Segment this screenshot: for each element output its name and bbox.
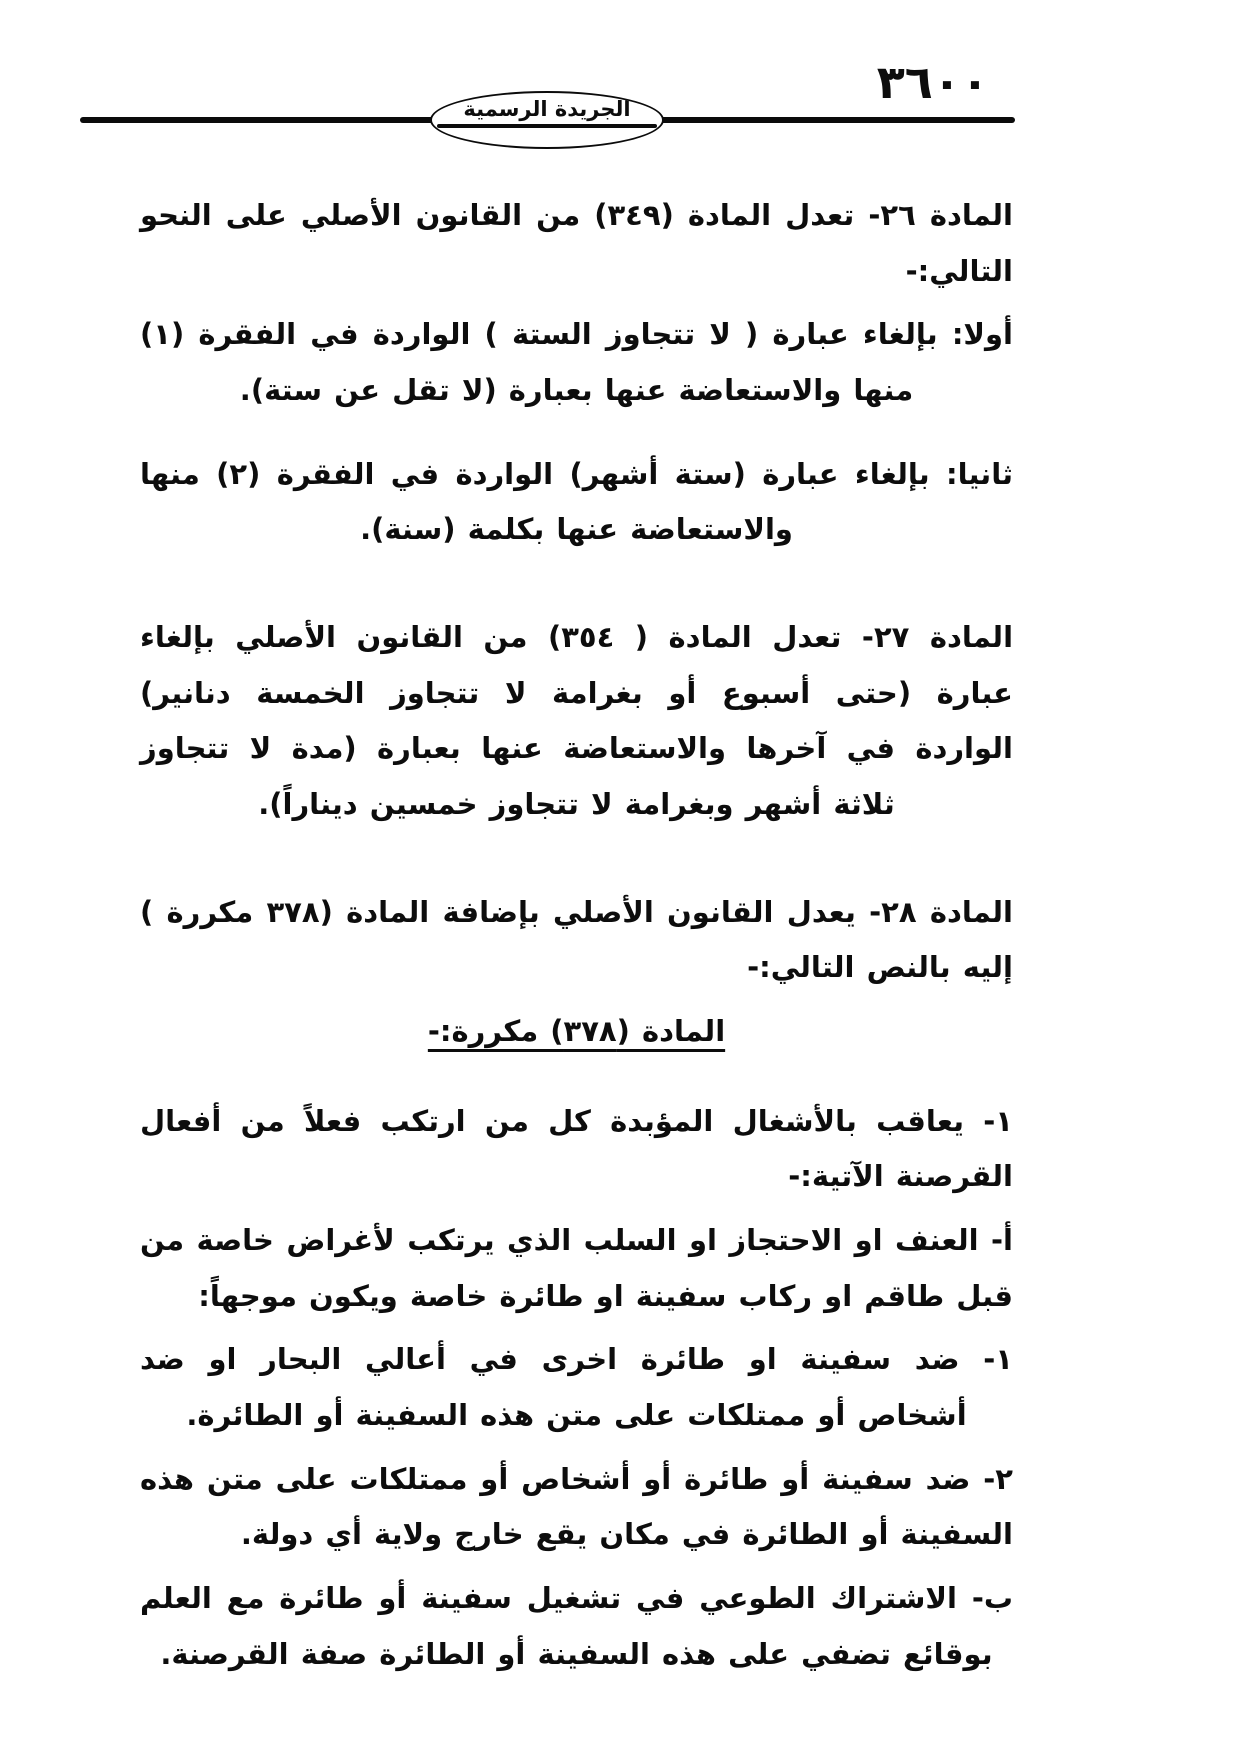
clause-1-item-a-sub-2: ٢- ضد سفينة أو طائرة أو أشخاص أو ممتلكات على متن هذه السفينة أو الطائرة في مكان يقع خارج ولاية أي دولة.	[140, 1461, 1013, 1552]
gazette-seal	[430, 91, 664, 149]
article-28-intro: المادة ٢٨- يعدل القانون الأصلي بإضافة المادة (٣٧٨ مكررة ) إليه بالنص التالي:-	[140, 894, 1014, 985]
seal-inner-line	[437, 124, 657, 128]
gazette-title: الجريدة الرسمية	[463, 97, 631, 121]
gazette-header	[0, 0, 1241, 178]
article-26-first-amendment: أولا: بإلغاء عبارة ( لا تتجاوز الستة ) الواردة في الفقرة (١) منها والاستعاضة عنها بعبارة (لا تقل عن ستة).	[140, 317, 1013, 408]
clause-1-item-a-sub-1: ١- ضد سفينة او طائرة اخرى في أعالي البحار او ضد أشخاص أو ممتلكات على متن هذه السفينة أو الطائرة.	[140, 1342, 1013, 1433]
article-27-text: المادة ٢٧- تعدل المادة ( ٣٥٤) من القانون الأصلي بإلغاء عبارة (حتى أسبوع أو بغرامة لا تتجاوز الخمسة دنانير) الواردة في آخرها والاستعاضة عنها بعبارة (مدة لا تتجاوز ثلاثة أشهر وبغرامة لا تتجاوز خمسين ديناراً).	[140, 620, 1014, 822]
clause-1-item-b: ب- الاشتراك الطوعي في تشغيل سفينة أو طائرة مع العلم بوقائع تضفي على هذه السفينة أو الطائرة صفة القرصنة.	[140, 1581, 1013, 1671]
article-26-second-amendment: ثانيا: بإلغاء عبارة (ستة أشهر) الواردة في الفقرة (٢) منها والاستعاضة عنها بكلمة (سنة).	[140, 456, 1013, 547]
article-26-intro: المادة ٢٦- تعدل المادة (٣٤٩) من القانون الأصلي على النحو التالي:-	[140, 198, 1013, 288]
article-378-heading: المادة (٣٧٨) مكررة:-	[427, 1014, 726, 1049]
clause-1-item-a: أ- العنف او الاحتجاز او السلب الذي يرتكب لأغراض خاصة من قبل طاقم او ركاب سفينة او طائرة خاصة ويكون موجهاً:	[140, 1223, 1013, 1313]
article-378-clause-1: ١- يعاقب بالأشغال المؤبدة كل من ارتكب فعلاً من أفعال القرصنة الآتية:-	[140, 1103, 1013, 1194]
document-body	[140, 188, 1013, 1682]
page-number: ٣٦٠٠	[876, 55, 989, 109]
